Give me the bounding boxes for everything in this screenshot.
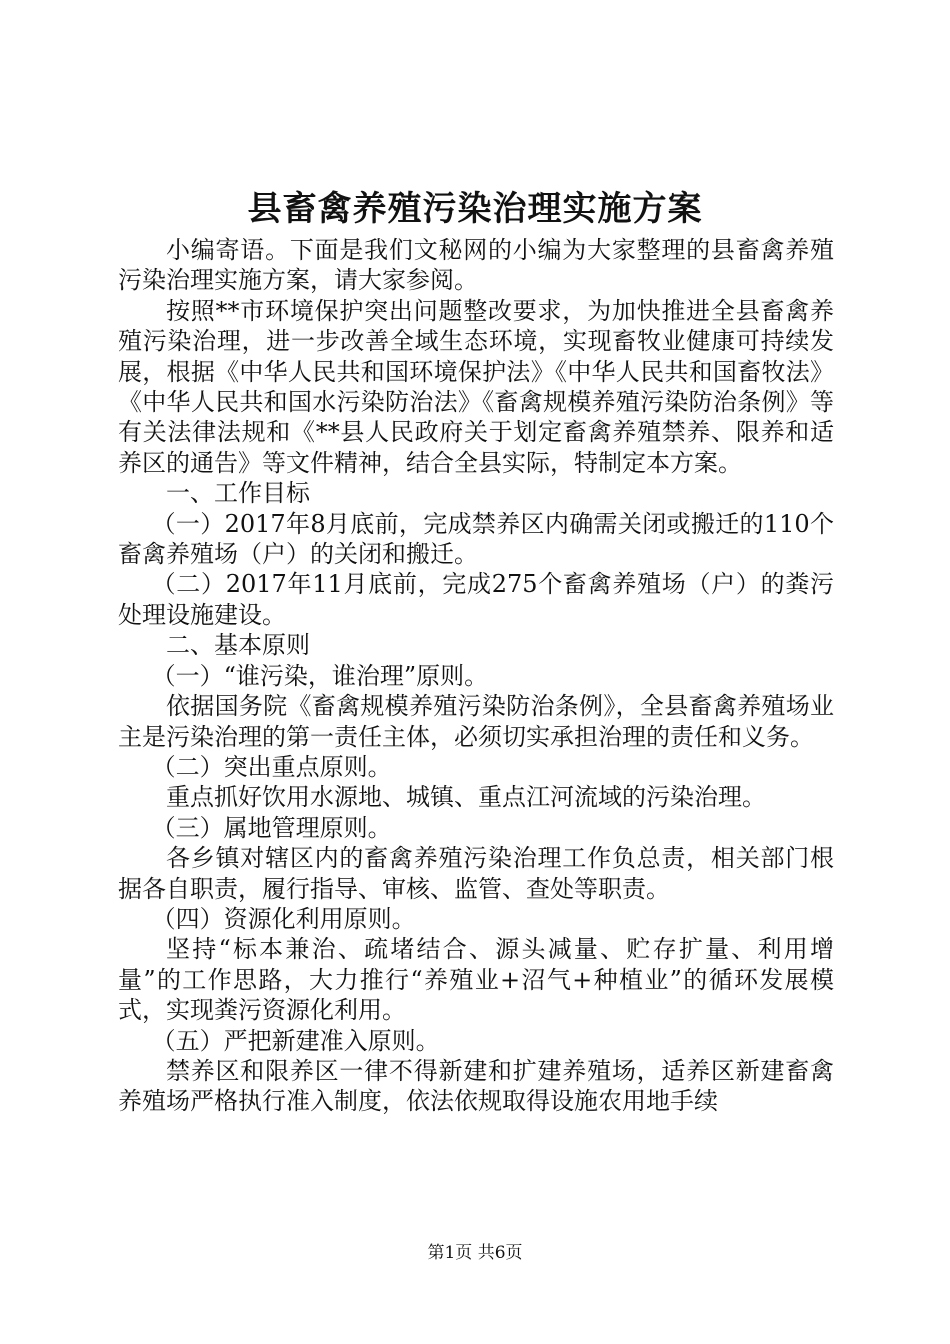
principle-text-4: 坚持“标本兼治、疏堵结合、源头减量、贮存扩量、利用增量”的工作思路，大力推行“养殖业+沼气+种植业”的循环发展模式，实现粪污资源化利用。 [118,935,834,1025]
document-title: 县畜禽养殖污染治理实施方案 [247,189,703,229]
paragraph-basis: 按照**市环境保护突出问题整改要求，为加快推进全县畜禽养殖污染治理，进一步改善全域生态环境，实现畜牧业健康可持续发展，根据《中华人民共和国环境保护法》《中华人民共和国畜牧法》《中华人民共和国水污染防治法》《畜禽规模养殖污染防治条例》等有关法律法规和《**县人民政府关于划定畜禽养殖禁养、限养和适养区的通告》等文件精神，结合全县实际，特制定本方案。 [118,296,834,477]
goal-item-1: （一）2017年8月底前，完成禁养区内确需关闭或搬迁的110个畜禽养殖场（户）的关闭和搬迁。 [118,509,834,569]
principle-heading-3: （三）属地管理原则。 [151,813,392,842]
principle-text-2: 重点抓好饮用水源地、城镇、重点江河流域的污染治理。 [166,783,766,812]
section-heading-principles: 二、基本原则 [166,631,310,660]
principle-text-3: 各乡镇对辖区内的畜禽养殖污染治理工作负总责，相关部门根据各自职责，履行指导、审核、监管、查处等职责。 [118,844,834,903]
page-footer: 第1页 共6页 [427,1243,523,1263]
principle-text-1: 依据国务院《畜禽规模养殖污染防治条例》，全县畜禽养殖场业主是污染治理的第一责任主体，必须切实承担治理的责任和义务。 [118,692,834,751]
paragraph-intro: 小编寄语。下面是我们文秘网的小编为大家整理的县畜禽养殖污染治理实施方案，请大家参阅。 [118,236,834,295]
section-heading-goals: 一、工作目标 [166,479,310,508]
goal-item-2: （二）2017年11月底前，完成275个畜禽养殖场（户）的粪污处理设施建设。 [118,570,834,629]
principle-heading-2: （二）突出重点原则。 [151,752,392,781]
principle-heading-4: （四）资源化利用原则。 [151,904,416,933]
principle-heading-5: （五）严把新建准入原则。 [151,1026,440,1055]
document-body [118,235,834,1117]
principle-heading-1: （一）“谁污染，谁治理”原则。 [151,661,489,690]
principle-text-5: 禁养区和限养区一律不得新建和扩建养殖场，适养区新建畜禽养殖场严格执行准入制度，依法依规取得设施农用地手续 [118,1056,834,1116]
